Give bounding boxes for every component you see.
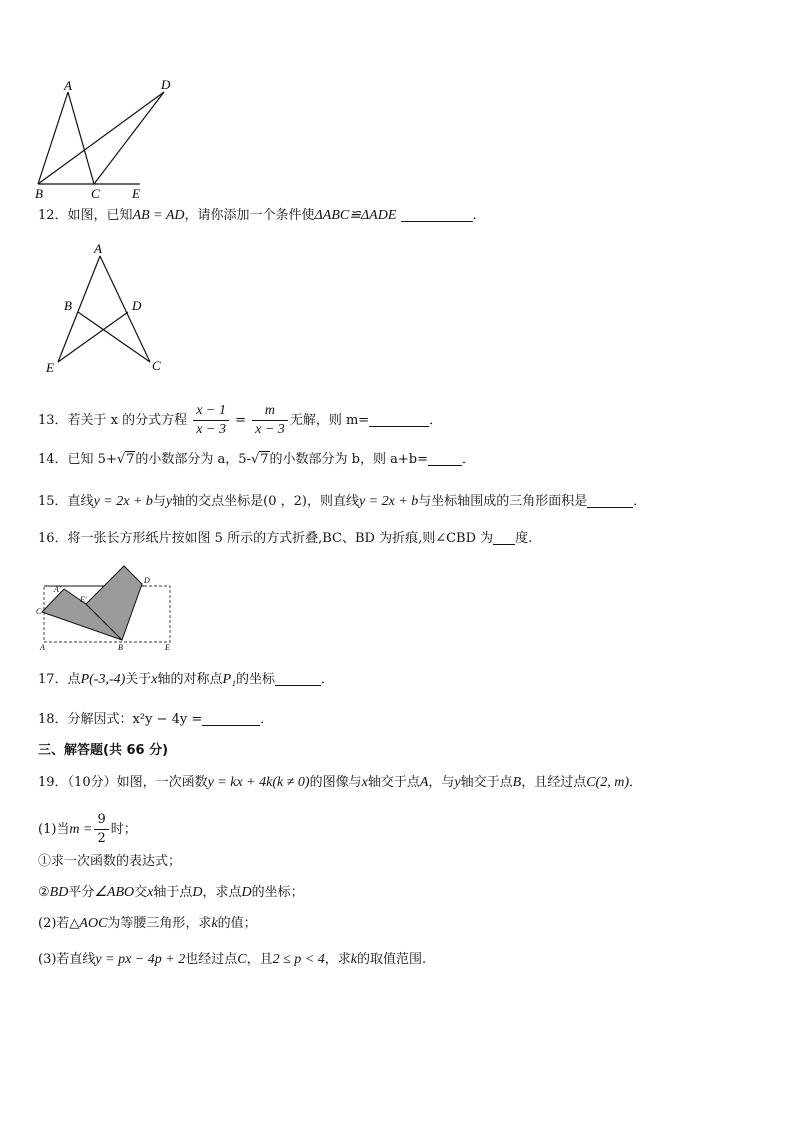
math-expression: 2 ≤ p < 4 <box>272 952 325 967</box>
question-text: 轴的对称点 <box>157 672 223 687</box>
answer-blank[interactable] <box>587 493 633 508</box>
question-number: 18． <box>38 712 68 727</box>
label-b: B <box>64 298 72 313</box>
answer-blank[interactable] <box>428 451 462 466</box>
question-13 <box>38 399 442 443</box>
part-label: (3)若直线 <box>38 952 96 967</box>
math-expression: P₁ <box>222 672 236 687</box>
question-text: ，且经过点 <box>521 775 587 790</box>
punctuation: ． <box>629 775 643 790</box>
denominator: 2 <box>97 831 106 846</box>
math-expression: AB = AD <box>132 208 185 223</box>
question-text: 如图，已知 <box>67 208 133 223</box>
question-number: 16． <box>38 531 68 546</box>
question-15 <box>38 492 646 512</box>
math-expression: y = kx + 4k(k ≠ 0) <box>207 775 310 790</box>
numerator: m <box>252 402 288 421</box>
question-number: 19． <box>38 775 68 790</box>
question-text: 的值； <box>217 916 257 931</box>
label-b: B <box>118 643 123 652</box>
q19-part-1-i <box>38 852 181 872</box>
label-e-prime: E' <box>80 595 87 604</box>
question-text: 的取值范围. <box>356 952 427 967</box>
label-d: D <box>144 576 150 585</box>
question-text: 轴交于点 <box>367 775 420 790</box>
label-a: A <box>64 78 72 93</box>
math-expression: ΔABC≌ΔADE <box>314 208 397 223</box>
label-e: E <box>46 360 54 375</box>
question-number: 12． <box>38 208 68 223</box>
fraction <box>193 402 229 439</box>
radicand: 7 <box>126 452 135 467</box>
part-label: (1)当 <box>38 822 70 837</box>
question-text: 轴于点 <box>153 885 193 900</box>
math-expression: x <box>147 885 154 900</box>
question-text: 交 <box>134 885 148 900</box>
question-text: 将一张长方形纸片按如图 5 所示的方式折叠,BC、BD 为折痕,则∠CBD 为 <box>67 531 494 546</box>
label-b: B <box>35 186 43 201</box>
question-text: 关于 <box>125 672 152 687</box>
punctuation: ． <box>320 672 334 687</box>
math-expression: k <box>350 952 357 967</box>
math-expression: D <box>192 885 203 900</box>
denominator: x − 3 <box>196 422 226 437</box>
numerator: 9 <box>94 811 108 830</box>
figure-folded-paper <box>34 560 184 654</box>
punctuation: ． <box>472 208 486 223</box>
math-expression: y <box>454 775 461 790</box>
question-text: 与 <box>152 494 166 509</box>
math-expression: AOC <box>79 916 108 931</box>
question-text: 已知 5+ <box>67 452 117 467</box>
math-expression: k <box>211 916 218 931</box>
question-text: 若关于 x 的分式方程 <box>67 413 188 428</box>
punctuation: ． <box>260 712 274 727</box>
question-19 <box>38 773 642 793</box>
question-text: 也经过点 <box>185 952 238 967</box>
label-e: E <box>165 643 170 652</box>
fraction <box>94 811 108 848</box>
equals: = <box>230 413 251 428</box>
math-expression: x <box>361 775 368 790</box>
figure-triangles-abcde <box>30 72 190 204</box>
math-expression: y = 2x + b <box>93 494 153 509</box>
question-text: ①求一次函数的表达式； <box>38 854 182 869</box>
question-text: （10分）如图，一次函数 <box>67 775 208 790</box>
label-a: A <box>94 241 102 256</box>
sqrt-expression: √7 <box>250 452 269 467</box>
question-text: ，与 <box>428 775 455 790</box>
question-number: 13． <box>38 413 68 428</box>
punctuation: ． <box>633 494 647 509</box>
math-expression: y = px − 4p + 2 <box>95 952 186 967</box>
math-expression: C <box>237 952 247 967</box>
math-expression: y <box>165 494 173 509</box>
question-17 <box>38 670 334 690</box>
label-d: D <box>132 298 142 313</box>
fraction <box>252 402 288 439</box>
q19-part-1-ii <box>38 883 304 903</box>
q19-part-3 <box>38 950 426 970</box>
punctuation: 度. <box>515 531 533 546</box>
label-e: E <box>132 186 140 201</box>
math-expression: y = 2x + b <box>358 494 419 509</box>
question-text: 无解，则 m= <box>289 413 370 428</box>
answer-blank[interactable] <box>401 207 473 222</box>
label-c: C <box>152 358 161 373</box>
math-expression: m = <box>69 822 93 837</box>
question-text: 直线 <box>67 494 94 509</box>
punctuation: ． <box>462 452 476 467</box>
math-expression: B <box>512 775 522 790</box>
question-12 <box>38 206 486 226</box>
question-16 <box>38 529 532 549</box>
question-14 <box>38 450 475 470</box>
question-number: 14． <box>38 452 68 467</box>
math-expression: C(2, m) <box>586 775 629 790</box>
answer-blank[interactable] <box>202 711 260 726</box>
label-c: C <box>91 186 100 201</box>
label-c: C <box>36 607 42 616</box>
q19-part-2 <box>38 914 257 934</box>
part-label: ② <box>38 885 50 900</box>
question-text: ，请你添加一个条件使 <box>184 208 315 223</box>
radicand: 7 <box>260 452 269 467</box>
question-18 <box>38 710 273 730</box>
question-text: 为等腰三角形，求 <box>107 916 212 931</box>
question-text: 的坐标； <box>251 885 304 900</box>
math-expression: A <box>419 775 429 790</box>
math-expression: x <box>151 672 158 687</box>
math-expression: P(-3,-4) <box>80 672 126 687</box>
question-text: 分解因式：x²y − 4y = <box>67 712 203 727</box>
math-expression: D <box>241 885 252 900</box>
answer-blank[interactable] <box>275 671 321 686</box>
section-heading: 三、解答题(共 66 分) <box>38 743 169 758</box>
question-text: 平分 <box>68 885 95 900</box>
answer-blank[interactable] <box>369 412 429 427</box>
question-text: ，求点 <box>202 885 242 900</box>
question-text: ，且 <box>246 952 273 967</box>
question-number: 15． <box>38 494 68 509</box>
sqrt-expression: √7 <box>116 452 135 467</box>
numerator: x − 1 <box>193 402 229 421</box>
punctuation: ． <box>429 413 443 428</box>
label-a-prime: A' <box>54 585 61 594</box>
question-text: 点 <box>67 672 81 687</box>
math-expression: ∠ABO <box>94 885 135 900</box>
figure-intersecting-triangles <box>36 240 176 375</box>
question-text: 轴的交点坐标是(0 ，2)，则直线 <box>172 494 359 509</box>
question-text: 的小数部分为 a，5- <box>135 452 251 467</box>
question-text: 的坐标 <box>235 672 275 687</box>
answer-blank[interactable] <box>493 530 515 545</box>
question-text: ，求 <box>324 952 351 967</box>
part-label: (2)若△ <box>38 916 80 931</box>
question-number: 17． <box>38 672 68 687</box>
question-text: 轴交于点 <box>460 775 513 790</box>
math-expression: BD <box>49 885 69 900</box>
question-text: 时； <box>110 822 137 837</box>
label-d: D <box>161 77 171 92</box>
denominator: x − 3 <box>255 422 285 437</box>
question-text: 的小数部分为 b，则 a+b= <box>269 452 428 467</box>
q19-part-1 <box>38 808 137 852</box>
label-a: A <box>40 643 45 652</box>
question-text: 与坐标轴围成的三角形面积是 <box>418 494 588 509</box>
question-text: 的图像与 <box>309 775 362 790</box>
